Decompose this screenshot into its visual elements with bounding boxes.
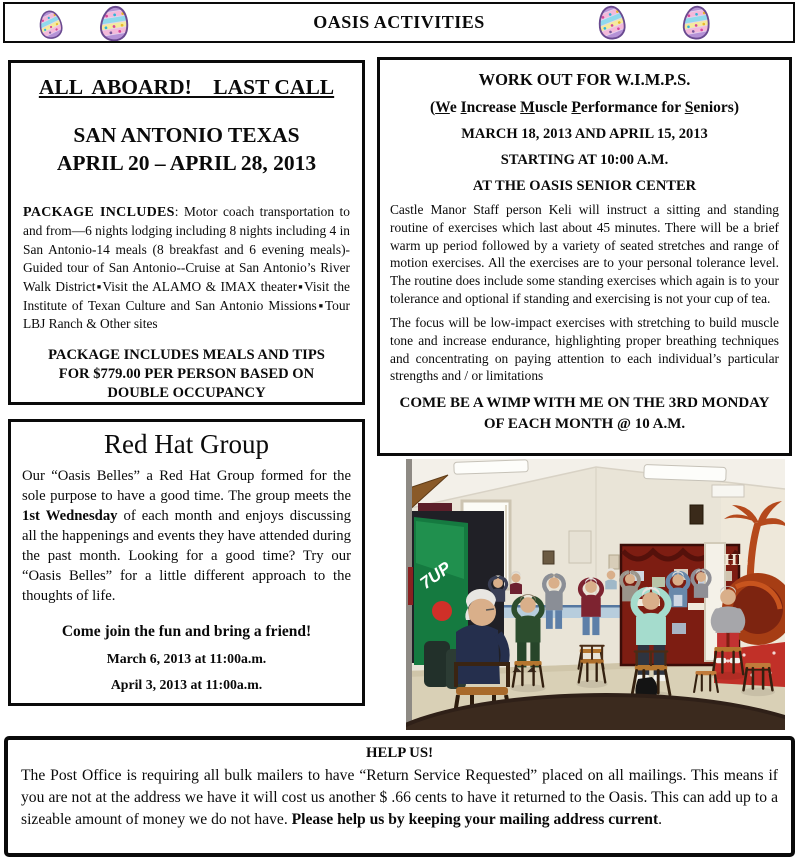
help-body-text: The Post Office is requiring all bulk mailers to have “Return Service Requested” placed on all mailings. This means if you are not at the address we have it will cost us another $ .66 cents to have it returned to the Oasis. This can add up to a sizeable amount of money we do not have. — [21, 767, 778, 829]
help-us-section — [4, 736, 795, 857]
wimps-paragraph-1: Castle Manor Staff person Keli will instruct a sitting and standing routine of exercises which last about 45 minutes. There will be a brief warm up period followed by a variety of seated stretches and range of motion exercises. All the exercises are to your personal tolerance level. The routine does include some standing exercises which again is to your tolerance and optional if standing and exercising is not your cup of tea. — [390, 202, 779, 307]
help-body-bold: Please help us by keeping your mailing address current — [291, 811, 659, 829]
trip-city-line: SAN ANTONIO TEXAS — [73, 123, 300, 147]
exercise-class-photo — [406, 459, 785, 730]
red-hat-body-start: Our “Oasis Belles” a Red Hat Group formed for the sole purpose to have a good time. The group meets the — [22, 468, 351, 504]
red-hat-body — [22, 467, 351, 607]
trip-package-label: PACKAGE INCLUDES — [23, 204, 175, 220]
trip-package-paragraph — [23, 203, 350, 334]
wimps-title: WORK OUT FOR W.I.M.P.S. — [478, 70, 691, 89]
red-hat-date-2: April 3, 2013 at 11:00a.m. — [110, 676, 263, 692]
help-body — [21, 765, 778, 831]
7up-logo-text: 7UP — [416, 558, 455, 593]
red-hat-invite: Come join the fun and bring a friend! — [61, 622, 312, 640]
trip-price-note: PACKAGE INCLUDES MEALS AND TIPS FOR $779.00 PER PERSON BASED ON DOUBLE OCCUPANCY — [48, 346, 325, 402]
red-hat-group-section — [8, 419, 365, 706]
wall-vent-icon — [712, 485, 744, 497]
red-hat-body-bold: 1st Wednesday — [22, 507, 118, 524]
wimps-workout-section — [377, 57, 792, 456]
mural-text: HE — [724, 550, 749, 569]
wimps-closing: COME BE A WIMP WITH ME ON THE 3RD MONDAY OF EACH MONTH @ 10 A.M. — [399, 395, 770, 432]
help-title: HELP US! — [365, 745, 433, 761]
red-hat-title: Red Hat Group — [104, 429, 269, 459]
wimps-place: AT THE OASIS SENIOR CENTER — [472, 178, 697, 194]
trip-headline: ALL ABOARD! LAST CALL — [38, 75, 335, 99]
wimps-time: STARTING AT 10:00 A.M. — [500, 152, 669, 168]
red-hat-date-1: March 6, 2013 at 11:00a.m. — [106, 650, 267, 666]
trip-package-text: : Motor coach transportation to and from—6 nights lodging including 8 nights including 4 in San Antonio-14 meals (8 breakfast and 6 evening meals)-Guided tour of San Antonio--Cruise at San Antonio’s River Walk District▪Visit the ALAMO & IMAX theater▪Visit the Institute of Texan Culture and San Antonio Missions▪Tour LBJ Ranch & Other sites — [23, 203, 350, 332]
trip-destination — [23, 122, 350, 178]
wimps-dates: MARCH 18, 2013 AND APRIL 15, 2013 — [461, 126, 708, 142]
speaker-icon — [690, 505, 703, 524]
header-banner — [3, 2, 795, 43]
wimps-paragraph-2: The focus will be low-impact exercises with stretching to build muscle tone and increase endurance, highlighting proper breathing techniques and concentrating on paying attention to each individual’s particular strengths and / or limitations — [390, 314, 779, 384]
trip-date-line: APRIL 20 – APRIL 28, 2013 — [56, 150, 317, 175]
wimps-subtitle: (We Increase Muscle Performance for Seniors) — [430, 99, 739, 116]
red-hat-body-end: of each month and enjoys discussing all the happenings and events they have attended during the past month. Looking for a good time? Try our “Oasis Belles” for a little different approach to the thoughts of life. — [22, 507, 351, 604]
san-antonio-trip-section — [8, 60, 365, 405]
page-title: OASIS ACTIVITIES — [313, 12, 485, 32]
help-body-period: . — [658, 811, 663, 829]
